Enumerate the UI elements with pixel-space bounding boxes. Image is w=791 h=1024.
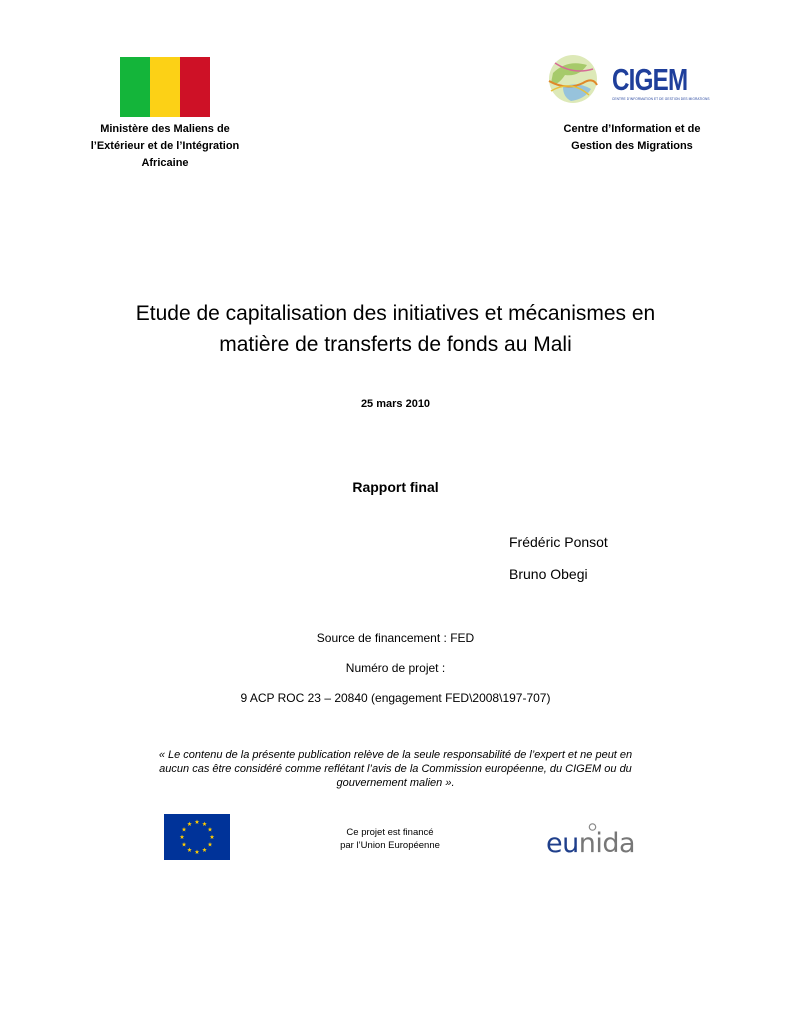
- eunida-logo: [545, 818, 645, 858]
- disclaimer-line: gouvernement malien ».: [336, 777, 455, 789]
- flag-stripe-red: [180, 57, 210, 117]
- centre-line: Gestion des Migrations: [571, 140, 693, 152]
- funding-note-line: par l’Union Européenne: [340, 840, 440, 851]
- title-line: matière de transferts de fonds au Mali: [219, 333, 572, 356]
- disclaimer: [120, 748, 671, 790]
- funding-source: Source de financement : FED: [316, 631, 475, 645]
- eunida-logo-part2: nida: [578, 828, 636, 858]
- ministry-line: l’Extérieur et de l’Intégration: [90, 140, 240, 152]
- disclaimer-line: « Le contenu de la présente publication relève de la seule responsabilité de l’expert et ne peut en: [158, 749, 633, 761]
- disclaimer-line: aucun cas être considéré comme reflétant l’avis de la Commission européenne, du CIGEM ou du: [159, 763, 632, 775]
- document-title: [60, 298, 731, 360]
- cigem-logo-text: CIGEM: [612, 62, 688, 97]
- centre-line: Centre d’Information et de: [563, 123, 701, 135]
- eu-flag: [164, 814, 230, 860]
- title-line: Etude de capitalisation des initiatives et mécanismes en: [135, 302, 656, 325]
- eunida-logo-part1: eu: [546, 828, 579, 858]
- author-name: Frédéric Ponsot: [509, 534, 608, 550]
- project-number-label: Numéro de projet :: [345, 661, 446, 675]
- flag-stripe-yellow: [150, 57, 180, 117]
- mali-flag: [120, 57, 210, 117]
- ministry-line: Africaine: [141, 157, 189, 169]
- project-number: 9 ACP ROC 23 – 20840 (engagement FED\2008\197-707): [240, 691, 551, 705]
- ministry-line: Ministère des Maliens de: [100, 123, 230, 135]
- flag-stripe-green: [120, 57, 150, 117]
- author-name: Bruno Obegi: [509, 566, 588, 582]
- ministry-name: [60, 121, 270, 172]
- svg-text:eunida: [546, 828, 635, 858]
- funding-note: [320, 826, 460, 852]
- funding-note-line: Ce projet est financé: [346, 827, 434, 838]
- report-type: Rapport final: [352, 479, 439, 495]
- document-date: 25 mars 2010: [360, 398, 431, 410]
- cigem-logo-subtitle: CENTRE D'INFORMATION ET DE GESTION DES MIGRATIONS: [612, 97, 710, 101]
- centre-name: [537, 121, 727, 155]
